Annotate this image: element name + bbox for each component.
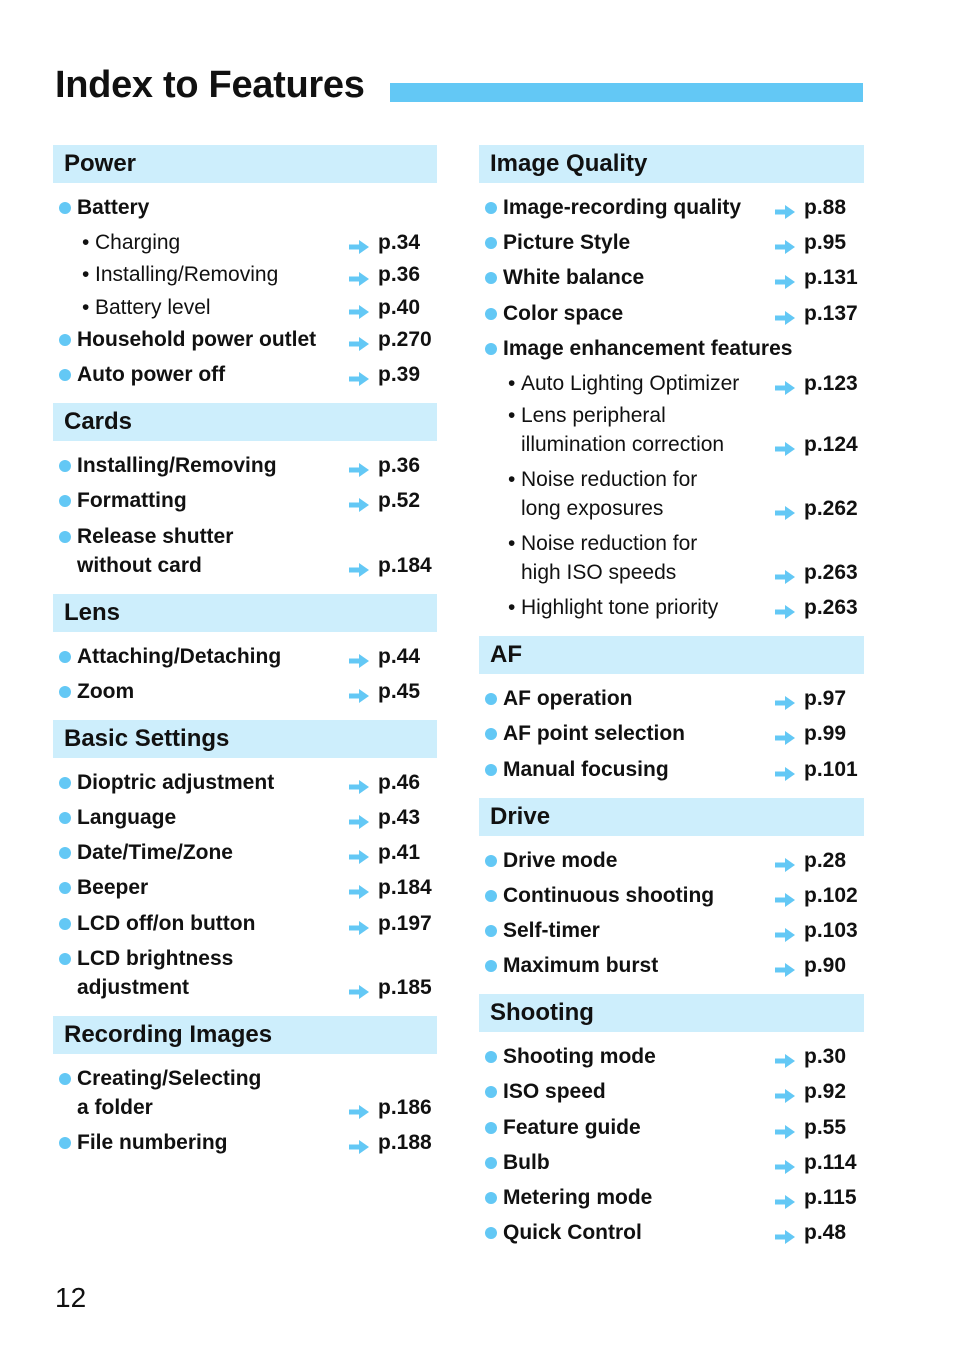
- bullet-icon: [485, 855, 497, 867]
- index-entry[interactable]: [53, 360, 437, 389]
- section-heading: Drive: [479, 798, 864, 836]
- section-heading: Cards: [53, 403, 437, 441]
- index-entry[interactable]: [53, 522, 437, 580]
- bullet-icon: [485, 890, 497, 902]
- section-cards: [53, 403, 437, 579]
- index-list: [479, 674, 864, 783]
- index-entry[interactable]: [53, 677, 437, 706]
- page-reference[interactable]: p.197: [378, 911, 432, 935]
- bullet-icon: [485, 308, 497, 320]
- bullet-icon: [485, 1051, 497, 1063]
- section-image-quality: [479, 145, 864, 622]
- entry-label: LCD brightness: [77, 946, 234, 970]
- arrow-right-icon: [774, 234, 796, 250]
- page-reference[interactable]: p.263: [804, 561, 858, 585]
- title-accent-bar: [390, 83, 863, 102]
- arrow-right-icon: [348, 492, 370, 508]
- section-heading: Lens: [53, 594, 437, 632]
- section-heading: Recording Images: [53, 1016, 437, 1054]
- bullet-icon: [59, 334, 71, 346]
- arrow-right-icon: [774, 725, 796, 741]
- arrow-right-icon: [348, 915, 370, 931]
- index-entry[interactable]: [479, 684, 864, 713]
- page-reference[interactable]: p.92: [804, 1080, 847, 1104]
- page-reference[interactable]: p.97: [804, 687, 847, 711]
- entry-label: Shooting mode: [503, 1045, 656, 1069]
- index-entry[interactable]: [53, 873, 437, 902]
- arrow-right-icon: [774, 199, 796, 215]
- arrow-right-icon: [774, 1119, 796, 1135]
- page-title: Index to Features: [55, 64, 365, 106]
- entry-label: Manual focusing: [503, 757, 669, 781]
- page-reference[interactable]: p.88: [804, 196, 847, 219]
- entry-label: AF point selection: [503, 722, 686, 746]
- index-entry[interactable]: [479, 465, 864, 523]
- arrow-right-icon: [348, 557, 370, 573]
- entry-label: Charging: [95, 231, 181, 255]
- index-entry[interactable]: [479, 369, 864, 398]
- entry-label: LCD off/on button: [77, 911, 256, 935]
- bullet-icon: [59, 918, 71, 930]
- page-reference[interactable]: p.28: [804, 848, 847, 872]
- page-number: 12: [55, 1282, 87, 1313]
- index-entry[interactable]: [53, 909, 437, 938]
- entry-label: Feature guide: [503, 1115, 641, 1139]
- entry-label: Metering mode: [503, 1185, 653, 1209]
- index-entry[interactable]: [479, 1113, 864, 1142]
- entry-label: Household power outlet: [77, 328, 317, 352]
- arrow-right-icon: [774, 887, 796, 903]
- entry-label: Continuous shooting: [503, 883, 715, 907]
- bullet-icon: [485, 925, 497, 937]
- bullet-icon: [59, 812, 71, 824]
- entry-label: long exposures: [521, 497, 664, 521]
- section-af: [479, 636, 864, 783]
- section-heading: Basic Settings: [53, 720, 437, 758]
- index-list: [53, 1054, 437, 1157]
- page-reference[interactable]: p.184: [378, 553, 432, 577]
- index-entry[interactable]: [53, 642, 437, 671]
- arrow-right-icon: [774, 690, 796, 706]
- index-entry[interactable]: [479, 1042, 864, 1071]
- section-basic-settings: [53, 720, 437, 1002]
- arrow-right-icon: [348, 979, 370, 995]
- page-reference[interactable]: p.99: [804, 722, 847, 746]
- bullet-icon: [485, 1192, 497, 1204]
- section-heading: Image Quality: [479, 145, 864, 183]
- arrow-right-icon: [774, 1189, 796, 1205]
- bullet-icon: [59, 495, 71, 507]
- sub-bullet-icon: •: [82, 263, 90, 287]
- page-reference[interactable]: p.55: [804, 1115, 847, 1139]
- section-recording-images: [53, 1016, 437, 1157]
- page-reference[interactable]: p.137: [804, 301, 858, 325]
- bullet-icon: [59, 460, 71, 472]
- page-reference[interactable]: p.48: [804, 1221, 847, 1245]
- bullet-icon: [59, 369, 71, 381]
- arrow-right-icon: [348, 648, 370, 664]
- page-reference[interactable]: p.262: [804, 497, 858, 521]
- page-reference[interactable]: p.90: [804, 954, 847, 978]
- entry-label: Auto Lighting Optimizer: [521, 371, 740, 395]
- index-list: [479, 183, 864, 622]
- index-entry[interactable]: [479, 1148, 864, 1177]
- index-entry[interactable]: [53, 803, 437, 832]
- index-entry[interactable]: [479, 228, 864, 257]
- sub-bullet-icon: •: [508, 371, 516, 395]
- arrow-right-icon: [348, 366, 370, 382]
- bullet-icon: [59, 953, 71, 965]
- entry-label: AF operation: [503, 687, 633, 711]
- page-reference[interactable]: p.114: [804, 1150, 857, 1174]
- arrow-right-icon: [774, 500, 796, 516]
- entry-label: Date/Time/Zone: [77, 841, 233, 865]
- entry-label: illumination correction: [521, 433, 725, 457]
- page-reference[interactable]: p.36: [378, 454, 421, 478]
- page-reference[interactable]: p.36: [378, 263, 421, 287]
- index-entry[interactable]: [479, 1218, 864, 1247]
- arrow-right-icon: [774, 269, 796, 285]
- sub-bullet-icon: •: [508, 404, 516, 428]
- arrow-right-icon: [348, 683, 370, 699]
- page-reference[interactable]: p.30: [804, 1045, 847, 1069]
- bullet-icon: [59, 1073, 71, 1085]
- index-entry[interactable]: [479, 529, 864, 587]
- bullet-icon: [485, 728, 497, 740]
- page-reference[interactable]: p.34: [378, 231, 421, 255]
- entry-label: Attaching/Detaching: [77, 644, 282, 668]
- left-column: [53, 145, 437, 1171]
- arrow-right-icon: [348, 266, 370, 282]
- index-entry[interactable]: [53, 325, 437, 354]
- entry-label: Maximum burst: [503, 954, 659, 978]
- entry-label: Installing/Removing: [77, 454, 277, 478]
- index-entry[interactable]: [479, 951, 864, 980]
- entry-label: Bulb: [503, 1150, 550, 1174]
- bullet-icon: [59, 202, 71, 214]
- page-reference[interactable]: p.43: [378, 806, 421, 830]
- arrow-right-icon: [774, 375, 796, 391]
- sub-bullet-icon: •: [508, 596, 516, 620]
- entry-label: Noise reduction for: [521, 468, 698, 492]
- bullet-icon: [485, 960, 497, 972]
- arrow-right-icon: [348, 879, 370, 895]
- page-reference[interactable]: p.186: [378, 1095, 432, 1119]
- entry-label: adjustment: [77, 975, 190, 999]
- page-reference[interactable]: p.184: [378, 876, 432, 900]
- bullet-icon: [485, 1086, 497, 1098]
- page-reference[interactable]: p.52: [378, 489, 421, 513]
- bullet-icon: [485, 1157, 497, 1169]
- section-heading: Shooting: [479, 994, 864, 1032]
- entry-label: Beeper: [77, 876, 149, 900]
- index-entry[interactable]: [53, 1128, 437, 1157]
- bullet-icon: [485, 764, 497, 776]
- page-reference[interactable]: p.102: [804, 883, 858, 907]
- index-entry[interactable]: [53, 768, 437, 797]
- section-lens: [53, 594, 437, 706]
- right-column: [479, 145, 864, 1261]
- index-entry[interactable]: [53, 451, 437, 480]
- bullet-icon: [485, 1122, 497, 1134]
- bullet-icon: [59, 882, 71, 894]
- entry-label: Image-recording quality: [503, 196, 742, 219]
- index-entry[interactable]: [479, 755, 864, 784]
- entry-label: Highlight tone priority: [521, 596, 719, 620]
- arrow-right-icon: [774, 761, 796, 777]
- index-entry[interactable]: [479, 401, 864, 459]
- entry-label: Picture Style: [503, 231, 631, 255]
- bullet-icon: [59, 847, 71, 859]
- arrow-right-icon: [774, 599, 796, 615]
- sub-bullet-icon: •: [82, 295, 90, 319]
- section-heading: Power: [53, 145, 437, 183]
- entry-label: Formatting: [77, 489, 187, 513]
- index-list: [53, 632, 437, 706]
- index-entry[interactable]: [53, 1064, 437, 1122]
- index-entry[interactable]: [53, 486, 437, 515]
- arrow-right-icon: [774, 922, 796, 938]
- entry-label: high ISO speeds: [521, 561, 677, 585]
- index-entry[interactable]: [53, 193, 437, 222]
- index-list: [53, 441, 437, 579]
- index-list: [479, 836, 864, 981]
- page-reference[interactable]: p.46: [378, 770, 421, 794]
- arrow-right-icon: [348, 774, 370, 790]
- entry-label: Noise reduction for: [521, 532, 698, 556]
- page-reference[interactable]: p.101: [804, 757, 858, 781]
- page-reference[interactable]: p.103: [804, 918, 858, 942]
- entry-label: Dioptric adjustment: [77, 770, 275, 794]
- sub-bullet-icon: •: [508, 532, 516, 556]
- entry-label: ISO speed: [503, 1080, 606, 1104]
- entry-label: Drive mode: [503, 848, 618, 872]
- index-entry[interactable]: [479, 299, 864, 328]
- arrow-right-icon: [774, 564, 796, 580]
- page-reference[interactable]: p.185: [378, 975, 432, 999]
- bullet-icon: [485, 272, 497, 284]
- index-entry[interactable]: [53, 838, 437, 867]
- entry-label: Language: [77, 806, 177, 830]
- page-reference[interactable]: p.44: [378, 644, 421, 668]
- arrow-right-icon: [774, 1154, 796, 1170]
- page-reference[interactable]: p.270: [378, 328, 432, 352]
- arrow-right-icon: [348, 299, 370, 315]
- bullet-icon: [485, 693, 497, 705]
- index-entry[interactable]: [479, 1077, 864, 1106]
- page-reference[interactable]: p.115: [804, 1185, 857, 1209]
- entry-label: Installing/Removing: [95, 263, 279, 287]
- index-entry[interactable]: [53, 944, 437, 1002]
- index-list: [479, 1032, 864, 1247]
- sub-bullet-icon: •: [82, 231, 90, 255]
- index-entry[interactable]: [479, 1183, 864, 1212]
- bullet-icon: [59, 1137, 71, 1149]
- entry-label: Lens peripheral: [521, 404, 666, 428]
- page-reference[interactable]: p.188: [378, 1130, 432, 1154]
- entry-label: Zoom: [77, 679, 135, 703]
- index-entry[interactable]: [479, 334, 864, 363]
- entry-label: Self-timer: [503, 918, 600, 942]
- index-entry[interactable]: [53, 228, 437, 257]
- page-reference[interactable]: p.41: [378, 841, 421, 865]
- entry-label: Color space: [503, 301, 624, 325]
- arrow-right-icon: [348, 1099, 370, 1115]
- arrow-right-icon: [348, 844, 370, 860]
- arrow-right-icon: [348, 331, 370, 347]
- index-entry[interactable]: [479, 719, 864, 748]
- section-shooting: [479, 994, 864, 1247]
- entry-label: Release shutter: [77, 524, 234, 548]
- index-entry[interactable]: [479, 263, 864, 292]
- page-reference[interactable]: p.263: [804, 596, 858, 620]
- arrow-right-icon: [774, 1083, 796, 1099]
- index-entry[interactable]: [479, 846, 864, 875]
- arrow-right-icon: [348, 809, 370, 825]
- index-entry[interactable]: [479, 193, 864, 222]
- arrow-right-icon: [774, 957, 796, 973]
- bullet-icon: [485, 1227, 497, 1239]
- entry-label: Battery: [77, 196, 150, 219]
- entry-label: without card: [77, 553, 202, 577]
- arrow-right-icon: [348, 234, 370, 250]
- index-entry[interactable]: [479, 916, 864, 945]
- index-list: [53, 183, 437, 389]
- page-reference[interactable]: p.131: [804, 266, 858, 290]
- entry-label: Quick Control: [503, 1221, 642, 1245]
- bullet-icon: [59, 686, 71, 698]
- bullet-icon: [485, 343, 497, 355]
- arrow-right-icon: [774, 436, 796, 452]
- arrow-right-icon: [774, 1048, 796, 1064]
- bullet-icon: [59, 531, 71, 543]
- index-entry[interactable]: [53, 293, 437, 322]
- page-reference[interactable]: p.45: [378, 679, 421, 703]
- arrow-right-icon: [348, 1134, 370, 1150]
- page-reference[interactable]: p.124: [804, 433, 858, 457]
- page-reference[interactable]: p.123: [804, 371, 858, 395]
- index-list: [53, 758, 437, 1002]
- section-heading: AF: [479, 636, 864, 674]
- entry-label: Creating/Selecting: [77, 1066, 262, 1090]
- page-reference[interactable]: p.39: [378, 363, 421, 387]
- entry-label: Battery level: [95, 295, 211, 319]
- section-power: [53, 145, 437, 389]
- section-drive: [479, 798, 864, 981]
- arrow-right-icon: [348, 457, 370, 473]
- index-entry[interactable]: [53, 260, 437, 289]
- arrow-right-icon: [774, 852, 796, 868]
- entry-label: a folder: [77, 1095, 153, 1119]
- bullet-icon: [59, 651, 71, 663]
- entry-label: File numbering: [77, 1130, 228, 1154]
- entry-label: Image enhancement features: [503, 336, 793, 360]
- bullet-icon: [485, 237, 497, 249]
- page-reference[interactable]: p.40: [378, 295, 421, 319]
- arrow-right-icon: [774, 305, 796, 321]
- entry-label: White balance: [503, 266, 645, 290]
- arrow-right-icon: [774, 1224, 796, 1240]
- page-reference[interactable]: p.95: [804, 231, 847, 255]
- index-entry[interactable]: [479, 881, 864, 910]
- entry-label: Auto power off: [77, 363, 226, 387]
- bullet-icon: [485, 202, 497, 214]
- sub-bullet-icon: •: [508, 468, 516, 492]
- bullet-icon: [59, 777, 71, 789]
- index-entry[interactable]: [479, 593, 864, 622]
